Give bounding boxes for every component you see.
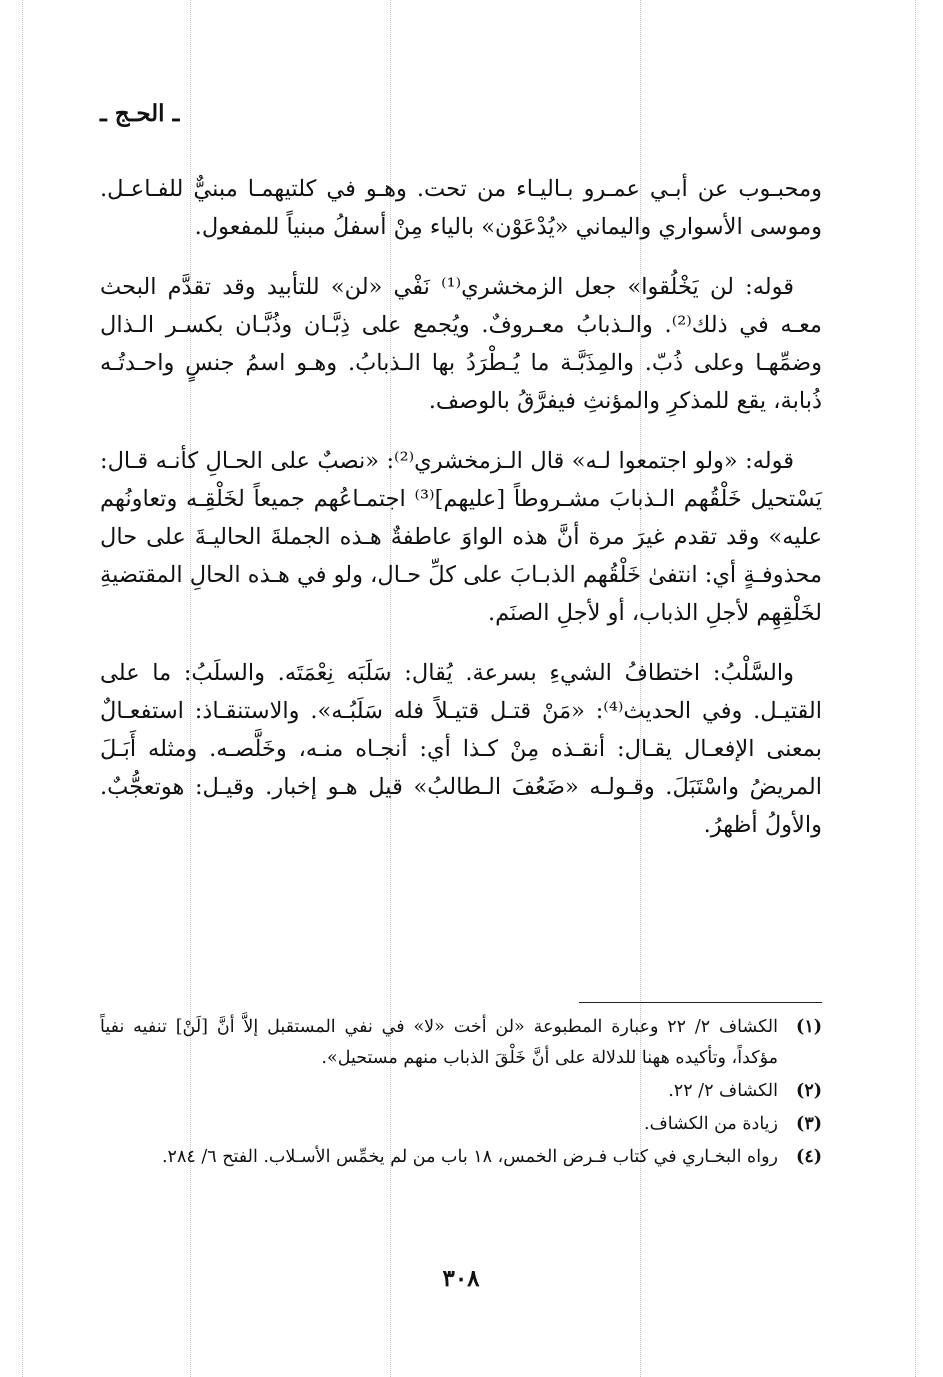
footnote-text: الكشاف ٢/ ٢٢ وعبارة المطبوعة «لن أخت «لا» في نفي المستقبل إلاَّ أنَّ [لَنْ] تنفيه نفياً مؤكداً، وتأكيده ههنا للدلالة على أنَّ خَلْقَ الذباب منهم مستحيل». <box>100 1017 778 1068</box>
footnote-number: (٣) <box>796 1114 822 1134</box>
footnotes <box>100 1012 822 1175</box>
running-title: ـ الحـج ـ <box>100 100 180 127</box>
footnote-item <box>100 1109 822 1140</box>
main-text <box>100 170 822 866</box>
paragraph-2: قوله: لن يَخْلُقوا» جعل الزمخشري⁽¹⁾ نَفْي «لن» للتأبيد وقد تقدَّم البحث معـه في ذلك⁽²⁾. والـذبابُ معـروفٌ. ويُجمع على ذِبَّـان وذُبَّـان بكسـر الـذال وضمِّهـا وعلى ذُبّ. والمِذَبَّـة ما يُـطْرَدُ بها الـذبابُ. وهـو اسمُ جنسٍ واحـدتُـه ذُبابة، يقع للمذكرِ والمؤنثِ فيفرَّقُ بالوصف. <box>100 274 822 414</box>
running-header <box>100 100 822 127</box>
page-number: ٣٠٨ <box>442 1265 480 1292</box>
footnote-number: (٢) <box>796 1081 822 1101</box>
footnote-item <box>100 1012 822 1074</box>
footnote-item <box>100 1076 822 1107</box>
footnote-number: (٤) <box>796 1147 822 1167</box>
footnote-number: (١) <box>796 1017 822 1037</box>
footnote-separator <box>579 1002 822 1003</box>
paragraph-1: ومحبـوب عن أبـي عمـرو بـاليـاء من تحت. وهـو في كلتيهمـا مبنيٌّ للفـاعـل. وموسى الأسواري واليماني «يُدْعَوْن» بالياء مِنْ أسفلُ مبنياً للمفعول. <box>100 176 822 240</box>
scan-artifact-left <box>22 0 23 1377</box>
footnote-text: الكشاف ٢/ ٢٢. <box>668 1081 778 1101</box>
paragraph-3: قوله: «ولو اجتمعوا لـه» قال الـزمخشري⁽²⁾: «نصبٌ على الحـالِ كأنـه قـال: يَسْتحيل خَلْقُهم الـذبابَ مشـروطاً [عليهم]⁽³⁾ اجتمـاعُهم جميعاً لخَلْقِـه وتعاونُهم عليه» وقد تقدم غيرَ مرة أنَّ هذه الواوَ عاطفةٌ هـذه الجملةَ الحاليـةَ على حال محذوفـةٍ أي: انتفىٰ خَلْقُهم الذبـابَ على كلِّ حـال، ولو في هـذه الحالِ المقتضيةِ لخَلْقِهِم لأجلِ الذباب، أو لأجلِ الصنَم. <box>100 448 822 626</box>
footnote-text: رواه البخـاري في كتاب فـرض الخمس، ١٨ باب من لم يخمِّس الأسـلاب. الفتح ٦/ ٢٨٤. <box>161 1147 778 1167</box>
paragraph-4: والسَّلْبُ: اختطافُ الشيءِ بسرعة. يُقال: سَلَبَه نِعْمَتَه. والسلَبُ: ما على القتيـل. وفي الحديث⁽⁴⁾: «مَنْ قتـل قتيـلاً فله سَلَبُـه». والاستنقـاذ: استفعـالٌ بمعنى الإفعـال يقـال: أنقـذه مِنْ كـذا أي: أنجـاه منـه، وخَلَّصـه. ومثله أَبَـلَ المريضُ واسْتَبَلَ. وقـولـه «ضَعُفَ الـطالبُ» قيل هـو إخبار. وقيـل: هوتعجُّبٌ. والأولُ أظهرُ. <box>100 660 823 838</box>
scan-artifact-right <box>915 0 916 1377</box>
footnote-item <box>100 1142 822 1173</box>
footnote-text: زيادة من الكشاف. <box>644 1114 778 1134</box>
